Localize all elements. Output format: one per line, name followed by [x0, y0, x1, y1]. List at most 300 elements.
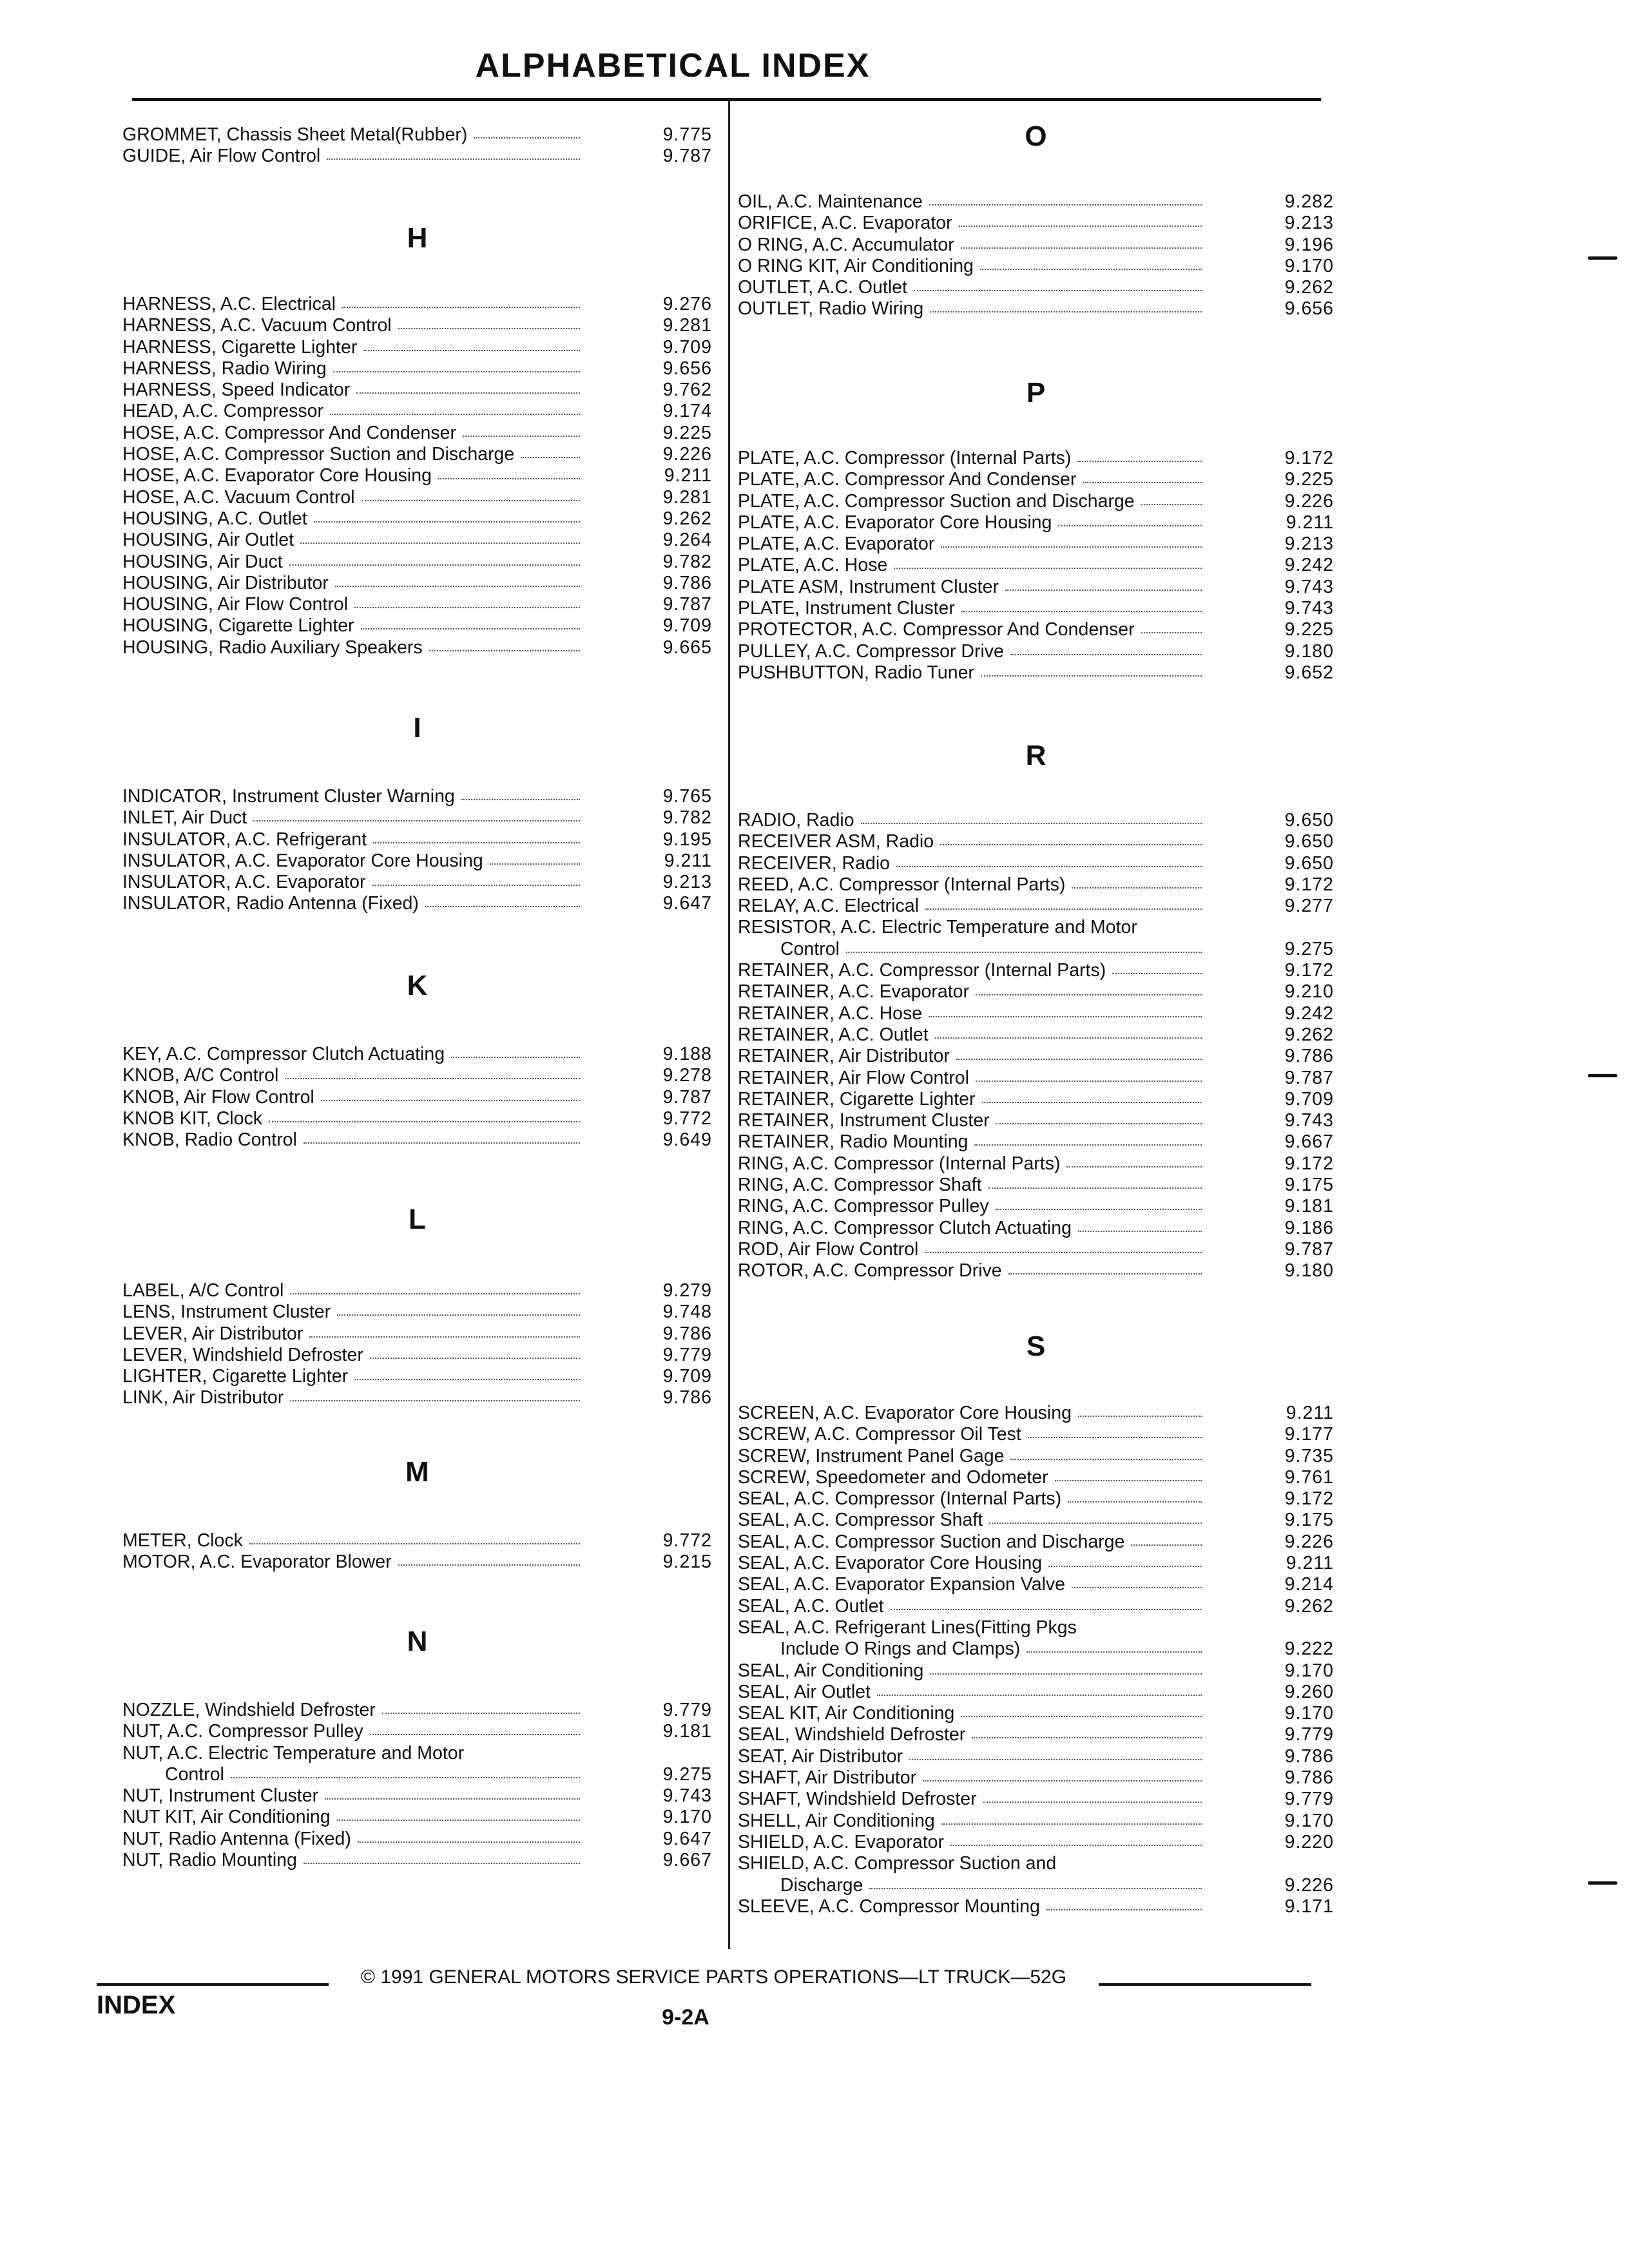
entry-name: HOUSING, Radio Auxiliary Speakers	[122, 637, 423, 658]
edge-mark	[1588, 1074, 1617, 1077]
entry-name: RETAINER, Air Distributor	[738, 1046, 950, 1067]
index-entry	[122, 1387, 712, 1408]
dot-leader	[363, 350, 580, 351]
index-entry	[738, 555, 1334, 576]
dot-leader	[289, 564, 580, 566]
entry-page: 9.215	[662, 1552, 712, 1573]
dot-leader	[980, 269, 1202, 270]
entry-name: RETAINER, A.C. Hose	[738, 1003, 923, 1024]
entry-page: 9.650	[1284, 831, 1334, 852]
section-letter: H	[407, 222, 428, 254]
index-entry	[738, 810, 1334, 831]
dot-leader	[1046, 1909, 1202, 1910]
entry-name: RING, A.C. Compressor Shaft	[738, 1175, 982, 1196]
index-entry	[738, 960, 1334, 981]
dot-leader	[372, 885, 580, 886]
entry-page: 9.170	[662, 1807, 712, 1828]
entry-page: 9.180	[1284, 640, 1334, 662]
entry-page: 9.786	[662, 1323, 712, 1344]
entry-name: SHELL, Air Conditioning	[738, 1810, 935, 1831]
dot-leader	[325, 1798, 580, 1800]
entry-list	[122, 124, 712, 168]
index-entry	[738, 1131, 1334, 1153]
dot-leader	[914, 290, 1202, 291]
index-entry	[122, 487, 712, 508]
entry-name: LABEL, A/C Control	[122, 1280, 284, 1301]
dot-leader	[983, 1802, 1202, 1803]
dot-leader	[940, 844, 1202, 845]
entry-name: RING, A.C. Compressor Pulley	[738, 1196, 989, 1217]
entry-name: RADIO, Radio	[738, 810, 854, 831]
dot-leader	[327, 159, 580, 160]
entry-name: MOTOR, A.C. Evaporator Blower	[122, 1552, 392, 1573]
dot-leader	[429, 650, 580, 651]
entry-list	[122, 786, 712, 915]
entry-page: 9.214	[1284, 1574, 1334, 1595]
entry-page: 9.186	[1284, 1217, 1334, 1238]
dot-leader	[961, 611, 1202, 612]
entry-name: GROMMET, Chassis Sheet Metal(Rubber)	[122, 124, 468, 145]
entry-name: HARNESS, Cigarette Lighter	[122, 336, 358, 358]
index-entry	[122, 1087, 712, 1108]
entry-page: 9.181	[1284, 1196, 1334, 1217]
entry-page: 9.647	[662, 893, 712, 914]
dot-leader	[1072, 887, 1202, 889]
dot-leader	[935, 1037, 1202, 1039]
entry-page: 9.225	[1284, 469, 1334, 490]
dot-leader	[1078, 1416, 1202, 1417]
index-entry	[738, 1789, 1334, 1810]
entry-page: 9.743	[662, 1785, 712, 1807]
entry-page: 9.665	[662, 637, 712, 658]
entry-name: OUTLET, Radio Wiring	[738, 298, 924, 320]
index-entry	[122, 465, 712, 486]
index-entry	[122, 807, 712, 829]
entry-page: 9.282	[1284, 191, 1334, 212]
index-entry	[738, 1175, 1334, 1196]
entry-name: SEAL, Windshield Defroster	[738, 1724, 966, 1745]
dot-leader	[950, 1845, 1202, 1846]
entry-name: KNOB, A/C Control	[122, 1065, 279, 1086]
dot-leader	[290, 1293, 580, 1294]
page-title: ALPHABETICAL INDEX	[475, 47, 871, 84]
entry-page: 9.225	[662, 422, 712, 443]
entry-name: HOUSING, Air Flow Control	[122, 594, 348, 615]
index-entry	[738, 1639, 1334, 1660]
dot-leader	[304, 1142, 580, 1144]
entry-list	[122, 1700, 712, 1871]
entry-name: KEY, A.C. Compressor Clutch Actuating	[122, 1044, 445, 1064]
dot-leader	[300, 543, 580, 544]
dot-leader	[941, 1823, 1202, 1825]
entry-name: RETAINER, Cigarette Lighter	[738, 1088, 976, 1110]
index-entry	[738, 1853, 1334, 1874]
entry-page: 9.172	[1284, 448, 1334, 468]
entry-page: 9.786	[1284, 1745, 1334, 1767]
index-entry	[738, 448, 1334, 469]
entry-name: LEVER, Windshield Defroster	[122, 1344, 363, 1365]
dot-leader	[342, 307, 580, 308]
entry-page: 9.195	[662, 829, 712, 850]
entry-name: RETAINER, A.C. Outlet	[738, 1024, 929, 1045]
index-entry	[738, 512, 1334, 533]
dot-leader	[398, 328, 580, 329]
index-entry	[738, 1596, 1334, 1617]
entry-name: INSULATOR, A.C. Refrigerant	[122, 829, 367, 850]
index-entry	[738, 533, 1334, 555]
entry-name: RETAINER, A.C. Evaporator	[738, 981, 970, 1003]
footer-rule-left	[97, 1983, 329, 1986]
dot-leader	[1131, 1544, 1202, 1546]
index-entry	[738, 1660, 1334, 1682]
entry-page: 9.649	[662, 1129, 712, 1151]
entry-name: HOUSING, Cigarette Lighter	[122, 615, 354, 637]
dot-leader	[959, 226, 1202, 227]
entry-name: SLEEVE, A.C. Compressor Mounting	[738, 1896, 1040, 1917]
dot-leader	[314, 521, 580, 523]
entry-name: PLATE, A.C. Hose	[738, 555, 888, 576]
dot-leader	[269, 1121, 580, 1122]
entry-page: 9.177	[1284, 1424, 1334, 1445]
edge-mark	[1588, 256, 1617, 260]
entry-name: HOSE, A.C. Compressor And Condenser	[122, 422, 456, 443]
entry-page: 9.709	[662, 1366, 712, 1387]
index-entry	[122, 1785, 712, 1807]
entry-page: 9.650	[1284, 810, 1334, 831]
entry-page: 9.226	[662, 444, 712, 465]
dot-leader	[370, 1358, 580, 1359]
index-entry	[738, 1832, 1334, 1853]
index-entry	[738, 256, 1334, 277]
entry-name: SEAL, A.C. Compressor Suction and Discharge	[738, 1531, 1125, 1552]
entry-page: 9.211	[664, 850, 712, 871]
entry-name: NUT, Radio Mounting	[122, 1850, 297, 1871]
index-entry	[738, 1510, 1334, 1531]
dot-leader	[1141, 632, 1202, 633]
entry-page: 9.226	[1284, 490, 1334, 512]
dot-leader	[333, 371, 580, 372]
dot-leader	[1072, 1587, 1202, 1588]
entry-name: RECEIVER ASM, Radio	[738, 831, 934, 852]
entry-page: 9.172	[1284, 874, 1334, 895]
dot-leader	[253, 820, 580, 822]
index-entry	[738, 1403, 1334, 1424]
entry-page: 9.652	[1284, 662, 1334, 683]
entry-list	[122, 1280, 712, 1409]
section-letter: O	[1025, 120, 1047, 152]
dot-leader	[925, 908, 1202, 910]
dot-leader	[309, 1336, 580, 1338]
dot-leader	[321, 1100, 580, 1101]
section-letter: P	[1026, 377, 1046, 408]
dot-leader	[929, 204, 1202, 206]
entry-page: 9.276	[662, 294, 712, 314]
entry-name: RETAINER, A.C. Compressor (Internal Parts)	[738, 960, 1106, 981]
dot-leader	[474, 137, 580, 139]
entry-page: 9.787	[662, 594, 712, 615]
dot-leader	[1078, 1231, 1202, 1232]
entry-page: 9.779	[662, 1700, 712, 1720]
dot-leader	[451, 1057, 580, 1058]
entry-name: ORIFICE, A.C. Evaporator	[738, 213, 952, 234]
dot-leader	[996, 1123, 1202, 1124]
entry-name: INLET, Air Duct	[122, 807, 247, 829]
index-entry	[738, 1488, 1334, 1510]
entry-name: HARNESS, Radio Wiring	[122, 358, 327, 379]
entry-page: 9.278	[662, 1065, 712, 1086]
entry-name: RECEIVER, Radio	[738, 852, 891, 874]
entry-page: 9.170	[1284, 255, 1334, 276]
dot-leader	[941, 546, 1202, 548]
dot-leader	[370, 1734, 580, 1735]
index-entry	[122, 615, 712, 637]
entry-page: 9.281	[662, 486, 712, 508]
entry-page: 9.175	[1284, 1175, 1334, 1196]
index-entry	[738, 1724, 1334, 1745]
entry-page: 9.787	[662, 1086, 712, 1108]
index-entry	[122, 1552, 712, 1573]
entry-page: 9.761	[1284, 1466, 1334, 1488]
entry-name: SEAT, Air Distributor	[738, 1745, 903, 1767]
entry-name: Control	[780, 938, 840, 959]
entry-name: O RING, A.C. Accumulator	[738, 234, 954, 255]
entry-page: 9.772	[662, 1530, 712, 1551]
index-entry	[738, 981, 1334, 1003]
entry-page: 9.275	[1284, 938, 1334, 959]
index-entry	[122, 872, 712, 893]
entry-page: 9.172	[1284, 960, 1334, 981]
entry-page: 9.180	[1284, 1260, 1334, 1282]
entry-name: RETAINER, Radio Mounting	[738, 1131, 969, 1153]
entry-page: 9.275	[662, 1763, 712, 1785]
dot-leader	[1008, 1273, 1202, 1274]
dot-leader	[463, 436, 580, 437]
entry-page: 9.762	[662, 380, 712, 401]
entry-name: PLATE, A.C. Compressor And Condenser	[738, 469, 1077, 490]
entry-page: 9.281	[662, 315, 712, 336]
entry-page: 9.647	[662, 1828, 712, 1849]
dot-leader	[961, 247, 1202, 249]
entry-page: 9.170	[1284, 1660, 1334, 1681]
entry-page: 9.170	[1284, 1810, 1334, 1831]
index-entry	[122, 380, 712, 401]
entry-name: SCREW, Instrument Panel Gage	[738, 1445, 1005, 1466]
dot-leader	[382, 1713, 580, 1714]
entry-page: 9.667	[1284, 1131, 1334, 1153]
index-entry	[122, 508, 712, 530]
entry-page: 9.211	[664, 465, 712, 486]
dot-leader	[1141, 504, 1202, 505]
dot-leader	[1055, 1480, 1202, 1481]
entry-page: 9.211	[1286, 512, 1334, 533]
dot-leader	[925, 1252, 1202, 1253]
entry-page: 9.210	[1284, 981, 1334, 1003]
entry-page: 9.188	[662, 1044, 712, 1064]
entry-page: 9.277	[1284, 896, 1334, 917]
index-entry	[122, 1129, 712, 1151]
dot-leader	[861, 823, 1202, 824]
index-entry	[122, 1743, 712, 1764]
index-entry	[122, 358, 712, 380]
index-entry	[738, 1682, 1334, 1703]
entry-name: HOUSING, A.C. Outlet	[122, 508, 307, 529]
index-entry	[122, 315, 712, 336]
index-entry	[122, 1302, 712, 1323]
entry-page: 9.709	[662, 336, 712, 358]
entry-name: RELAY, A.C. Electrical	[738, 896, 919, 917]
index-entry	[738, 469, 1334, 490]
edge-mark	[1588, 1881, 1617, 1885]
entry-name: RING, A.C. Compressor (Internal Parts)	[738, 1153, 1061, 1174]
entry-page: 9.787	[1284, 1238, 1334, 1260]
index-entry	[738, 1574, 1334, 1595]
entry-page: 9.171	[1284, 1896, 1334, 1917]
entry-page: 9.260	[1284, 1681, 1334, 1702]
entry-name: HOUSING, Air Distributor	[122, 572, 329, 593]
entry-name: HOUSING, Air Outlet	[122, 530, 294, 551]
entry-page: 9.656	[662, 358, 712, 379]
index-entry	[122, 850, 712, 872]
dot-leader	[896, 866, 1202, 867]
index-entry	[122, 1044, 712, 1065]
index-entry	[122, 637, 712, 658]
entry-name: PUSHBUTTON, Radio Tuner	[738, 662, 974, 683]
copyright-line: © 1991 GENERAL MOTORS SERVICE PARTS OPERATIONS—LT TRUCK—52G	[360, 1966, 1067, 1988]
entry-name: HOUSING, Air Duct	[122, 551, 283, 572]
entry-name: INSULATOR, A.C. Evaporator	[122, 872, 366, 893]
entry-name: SEAL KIT, Air Conditioning	[738, 1703, 955, 1724]
entry-name: SEAL, Air Outlet	[738, 1681, 871, 1702]
index-entry	[738, 1532, 1334, 1553]
entry-page: 9.667	[662, 1850, 712, 1871]
dot-leader	[1068, 1501, 1202, 1503]
index-entry	[738, 491, 1334, 512]
index-entry	[122, 294, 712, 315]
dot-leader	[231, 1777, 580, 1778]
index-entry	[122, 444, 712, 465]
entry-list	[122, 1044, 712, 1151]
entry-name: NUT, Instrument Cluster	[122, 1785, 319, 1807]
index-entry	[738, 1003, 1334, 1024]
entry-page: 9.220	[1284, 1831, 1334, 1852]
dot-leader	[337, 1314, 580, 1316]
entry-name: PLATE, Instrument Cluster	[738, 598, 955, 619]
entry-list	[738, 448, 1334, 684]
entry-name: LENS, Instrument Cluster	[122, 1302, 331, 1323]
entry-name: NUT, A.C. Electric Temperature and Motor	[122, 1742, 465, 1763]
entry-name: SCREEN, A.C. Evaporator Core Housing	[738, 1403, 1072, 1423]
index-entry	[122, 1065, 712, 1086]
dot-leader	[981, 675, 1202, 677]
entry-name: RING, A.C. Compressor Clutch Actuating	[738, 1217, 1072, 1238]
dot-leader	[1010, 654, 1202, 655]
dot-leader	[1027, 1651, 1202, 1653]
entry-name: SHIELD, A.C. Compressor Suction and	[738, 1853, 1057, 1874]
dot-leader	[972, 1737, 1202, 1738]
entry-list	[122, 1530, 712, 1573]
index-entry	[122, 1850, 712, 1871]
entry-name: PLATE ASM, Instrument Cluster	[738, 576, 999, 597]
entry-name: LEVER, Air Distributor	[122, 1323, 304, 1344]
dot-leader	[974, 1144, 1202, 1146]
entry-list	[122, 294, 712, 658]
entry-name: INSULATOR, Radio Antenna (Fixed)	[122, 893, 419, 914]
entry-name: Discharge	[780, 1874, 863, 1896]
entry-name: SHAFT, Air Distributor	[738, 1767, 917, 1789]
entry-page: 9.196	[1284, 234, 1334, 255]
index-entry	[122, 530, 712, 551]
index-entry	[122, 786, 712, 807]
dot-leader	[356, 392, 580, 394]
entry-name: SEAL, A.C. Outlet	[738, 1595, 884, 1617]
entry-page: 9.782	[662, 551, 712, 572]
entry-name: PLATE, A.C. Evaporator Core Housing	[738, 512, 1052, 533]
entry-page: 9.786	[662, 1387, 712, 1408]
index-entry	[122, 337, 712, 358]
footer-rule-right	[1099, 1983, 1311, 1986]
index-entry	[122, 1108, 712, 1129]
dot-leader	[361, 500, 580, 501]
entry-name: OIL, A.C. Maintenance	[738, 191, 923, 212]
entry-page: 9.786	[662, 572, 712, 593]
dot-leader	[358, 1841, 580, 1843]
entry-page: 9.242	[1284, 555, 1334, 576]
dot-leader	[909, 1759, 1202, 1760]
dot-leader	[846, 952, 1202, 953]
entry-page: 9.172	[1284, 1153, 1334, 1174]
entry-name: SEAL, A.C. Compressor (Internal Parts)	[738, 1488, 1062, 1510]
entry-name: PLATE, A.C. Evaporator	[738, 533, 935, 555]
entry-name: NOZZLE, Windshield Defroster	[122, 1700, 376, 1720]
entry-page: 9.172	[1284, 1488, 1334, 1510]
index-entry	[738, 1896, 1334, 1917]
dot-leader	[976, 1081, 1202, 1082]
index-entry	[738, 1467, 1334, 1488]
entry-page: 9.262	[662, 508, 712, 529]
entry-page: 9.213	[1284, 213, 1334, 234]
dot-leader	[337, 1820, 580, 1821]
entry-name: SHAFT, Windshield Defroster	[738, 1789, 977, 1810]
index-entry	[738, 1218, 1334, 1239]
entry-page: 9.779	[1284, 1789, 1334, 1810]
section-letter: R	[1025, 740, 1046, 771]
dot-leader	[335, 586, 580, 587]
entry-name: KNOB, Radio Control	[122, 1129, 297, 1151]
entry-page: 9.170	[1284, 1703, 1334, 1724]
entry-page: 9.735	[1284, 1445, 1334, 1466]
index-entry	[738, 939, 1334, 960]
section-letter: K	[407, 970, 428, 1001]
entry-list	[738, 191, 1334, 320]
entry-page: 9.772	[662, 1108, 712, 1129]
entry-name: SHIELD, A.C. Evaporator	[738, 1831, 944, 1852]
dot-leader	[438, 478, 580, 479]
entry-name: INDICATOR, Instrument Cluster Warning	[122, 786, 455, 807]
entry-page: 9.786	[1284, 1767, 1334, 1789]
dot-leader	[976, 994, 1202, 995]
index-entry	[122, 401, 712, 422]
index-entry	[738, 917, 1334, 938]
entry-page: 9.709	[662, 615, 712, 637]
entry-page: 9.213	[662, 872, 712, 893]
index-entry	[122, 1530, 712, 1552]
entry-page: 9.743	[1284, 598, 1334, 619]
entry-name: PLATE, A.C. Compressor (Internal Parts)	[738, 448, 1072, 468]
entry-page: 9.743	[1284, 576, 1334, 597]
index-entry	[738, 853, 1334, 874]
dot-leader	[304, 1863, 580, 1864]
entry-page: 9.709	[1284, 1088, 1334, 1110]
